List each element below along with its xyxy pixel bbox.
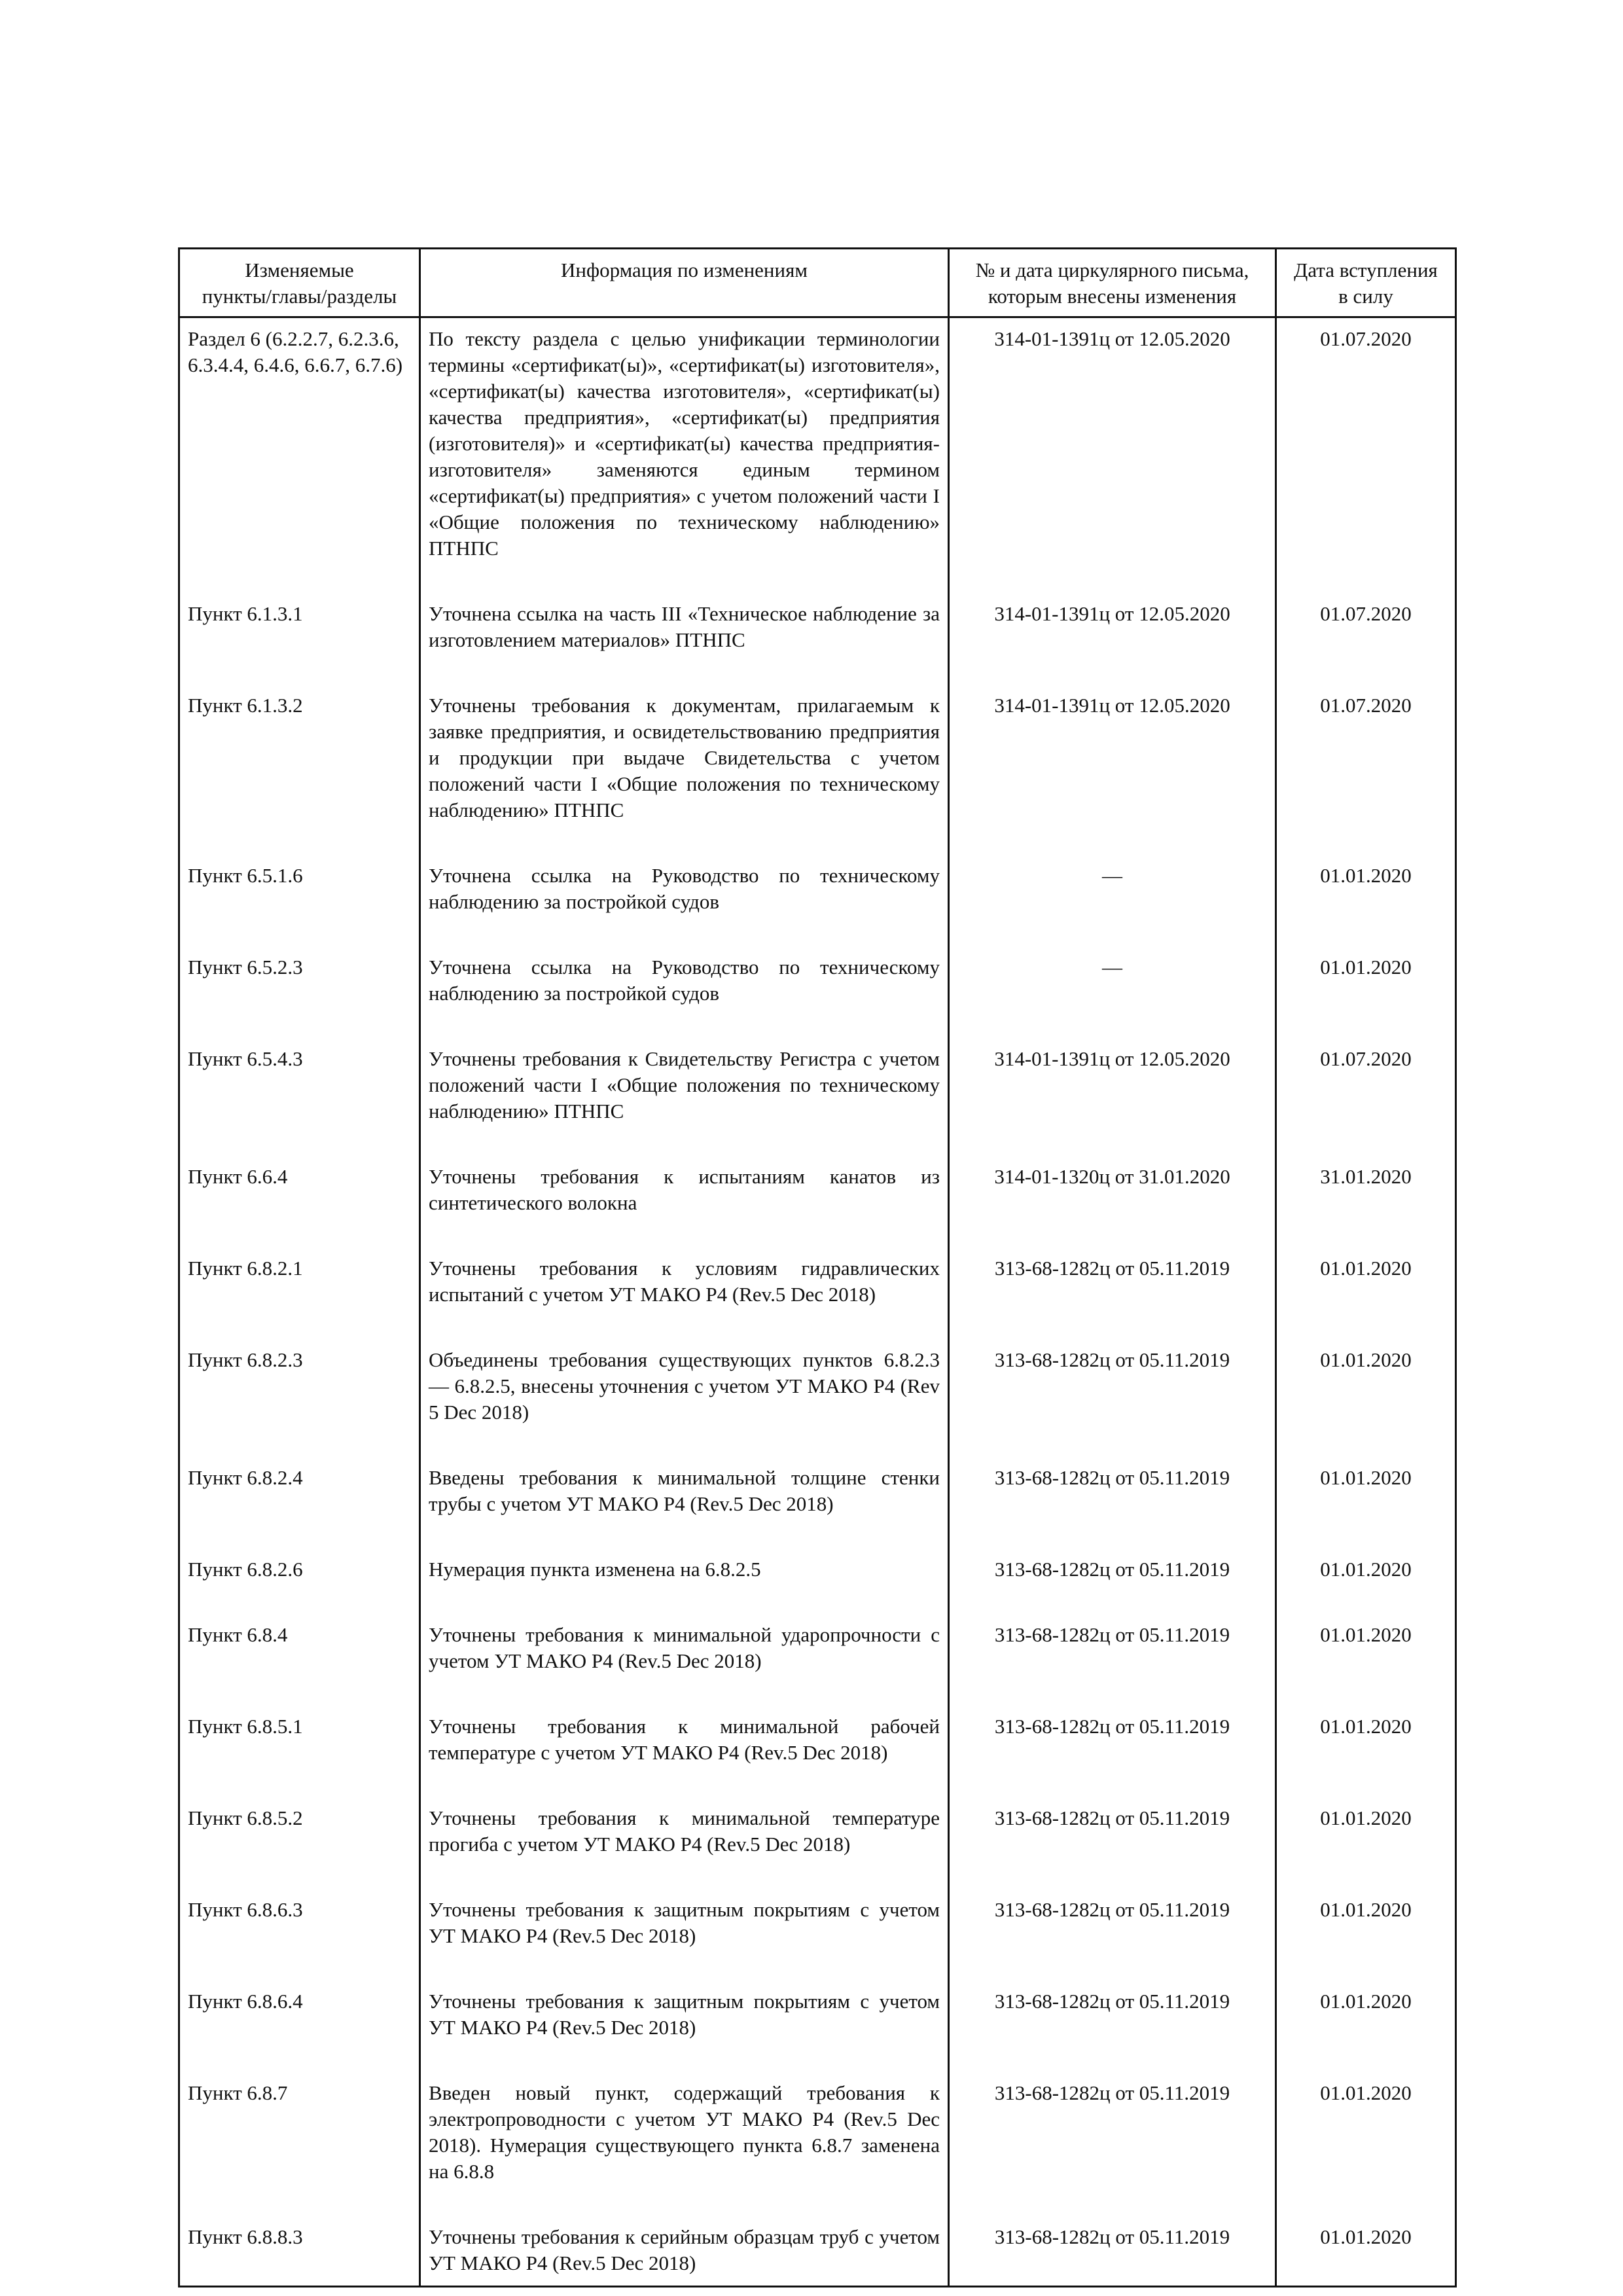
changed-item-cell: Пункт 6.8.2.4	[179, 1452, 420, 1543]
effective-date-cell: 01.01.2020	[1276, 1792, 1456, 1884]
effective-date-cell: 01.01.2020	[1276, 1543, 1456, 1609]
table-row	[179, 679, 1456, 850]
change-info-cell: Уточнены требования к защитным покрытиям с учетом УТ МАКО Р4 (Rev.5 Dec 2018)	[420, 1884, 949, 1975]
table-row	[179, 1334, 1456, 1452]
effective-date-cell: 01.01.2020	[1276, 1334, 1456, 1452]
change-info-cell: Введен новый пункт, содержащий требования к электропроводности с учетом УТ МАКО Р4 (Rev.5 Dec 2018). Нумерация существующего пункта 6.8.7 заменена на 6.8.8	[420, 2067, 949, 2211]
change-info-cell: Уточнены требования к минимальной ударопрочности с учетом УТ МАКО Р4 (Rev.5 Dec 2018)	[420, 1609, 949, 1700]
changed-item-cell: Пункт 6.8.5.1	[179, 1700, 420, 1792]
changed-item-cell: Пункт 6.8.7	[179, 2067, 420, 2211]
circular-letter-cell: 313-68-1282ц от 05.11.2019	[949, 1975, 1276, 2067]
circular-letter-cell: 313-68-1282ц от 05.11.2019	[949, 1609, 1276, 1700]
changed-item-cell: Пункт 6.8.2.1	[179, 1242, 420, 1334]
changed-item-cell: Пункт 6.8.2.6	[179, 1543, 420, 1609]
table-row	[179, 941, 1456, 1033]
change-info-cell: Уточнены требования к условиям гидравлических испытаний с учетом УТ МАКО Р4 (Rev.5 Dec 2018)	[420, 1242, 949, 1334]
table-row	[179, 1452, 1456, 1543]
circular-letter-cell: 313-68-1282ц от 05.11.2019	[949, 1543, 1276, 1609]
circular-letter-cell: 314-01-1391ц от 12.05.2020	[949, 588, 1276, 679]
change-info-cell: Объединены требования существующих пунктов 6.8.2.3 — 6.8.2.5, внесены уточнения с учетом УТ МАКО Р4 (Rev 5 Dec 2018)	[420, 1334, 949, 1452]
change-info-cell: Введены требования к минимальной толщине стенки трубы с учетом УТ МАКО Р4 (Rev.5 Dec 2018)	[420, 1452, 949, 1543]
header-changed-items	[179, 249, 420, 317]
circular-letter-cell: 314-01-1391ц от 12.05.2020	[949, 1033, 1276, 1151]
header-effective-date	[1276, 249, 1456, 317]
circular-letter-cell: 313-68-1282ц от 05.11.2019	[949, 2211, 1276, 2287]
change-info-cell: Уточнена ссылка на Руководство по техническому наблюдению за постройкой судов	[420, 850, 949, 941]
change-info-cell: Уточнены требования к испытаниям канатов из синтетического волокна	[420, 1151, 949, 1242]
table-row	[179, 1792, 1456, 1884]
changed-item-cell: Пункт 6.5.2.3	[179, 941, 420, 1033]
changed-item-cell: Раздел 6 (6.2.2.7, 6.2.3.6, 6.3.4.4, 6.4.6, 6.6.7, 6.7.6)	[179, 317, 420, 588]
circular-letter-cell: 314-01-1391ц от 12.05.2020	[949, 317, 1276, 588]
changed-item-cell: Пункт 6.5.4.3	[179, 1033, 420, 1151]
header-line: Дата вступления	[1294, 259, 1438, 281]
table-row	[179, 2211, 1456, 2287]
change-info-cell: Уточнены требования к защитным покрытиям с учетом УТ МАКО Р4 (Rev.5 Dec 2018)	[420, 1975, 949, 2067]
table-row	[179, 850, 1456, 941]
table-row	[179, 1242, 1456, 1334]
table-row	[179, 1151, 1456, 1242]
change-info-cell: Уточнены требования к минимальной рабочей температуре с учетом УТ МАКО Р4 (Rev.5 Dec 2018)	[420, 1700, 949, 1792]
circular-letter-cell: 313-68-1282ц от 05.11.2019	[949, 1334, 1276, 1452]
header-line: в силу	[1338, 285, 1393, 308]
table-row	[179, 1033, 1456, 1151]
header-row	[179, 249, 1456, 317]
table-row	[179, 1884, 1456, 1975]
changed-item-cell: Пункт 6.8.8.3	[179, 2211, 420, 2287]
changed-item-cell: Пункт 6.8.2.3	[179, 1334, 420, 1452]
table-row	[179, 1609, 1456, 1700]
header-change-info	[420, 249, 949, 317]
effective-date-cell: 01.01.2020	[1276, 1609, 1456, 1700]
change-info-cell: По тексту раздела с целью унификации терминологии термины «сертификат(ы)», «сертификат(ы) изготовителя», «сертификат(ы) качества изготовителя», «сертификат(ы) качества предприятия», «сертификат(ы) предприятия (изготовителя)» и «сертификат(ы) качества предприятия-изготовителя» заменяются единым термином «сертификат(ы) предприятия» с учетом положений части I «Общие положения по техническому наблюдению» ПТНПС	[420, 317, 949, 588]
effective-date-cell: 01.01.2020	[1276, 1242, 1456, 1334]
effective-date-cell: 01.07.2020	[1276, 679, 1456, 850]
effective-date-cell: 01.07.2020	[1276, 317, 1456, 588]
changes-table	[178, 247, 1457, 2287]
table-row	[179, 1700, 1456, 1792]
effective-date-cell: 01.01.2020	[1276, 2211, 1456, 2287]
changed-item-cell: Пункт 6.8.4	[179, 1609, 420, 1700]
table-row	[179, 1975, 1456, 2067]
effective-date-cell: 01.01.2020	[1276, 1884, 1456, 1975]
table-body	[179, 317, 1456, 2287]
header-circular-letter	[949, 249, 1276, 317]
header-line: Информация по изменениям	[561, 259, 808, 281]
effective-date-cell: 01.01.2020	[1276, 1700, 1456, 1792]
changed-item-cell: Пункт 6.8.6.4	[179, 1975, 420, 2067]
effective-date-cell: 01.01.2020	[1276, 850, 1456, 941]
effective-date-cell: 01.01.2020	[1276, 2067, 1456, 2211]
header-line: № и дата циркулярного письма,	[975, 259, 1249, 281]
header-line: пункты/главы/разделы	[202, 285, 397, 308]
circular-letter-cell: 313-68-1282ц от 05.11.2019	[949, 1242, 1276, 1334]
effective-date-cell: 01.01.2020	[1276, 1975, 1456, 2067]
table-row	[179, 1543, 1456, 1609]
circular-letter-cell: 313-68-1282ц от 05.11.2019	[949, 1452, 1276, 1543]
change-info-cell: Уточнены требования к Свидетельству Регистра с учетом положений части I «Общие положения по техническому наблюдению» ПТНПС	[420, 1033, 949, 1151]
change-info-cell: Уточнены требования к документам, прилагаемым к заявке предприятия, и освидетельствованию предприятия и продукции при выдаче Свидетельства с учетом положений части I «Общие положения по техническому наблюдению» ПТНПС	[420, 679, 949, 850]
circular-letter-cell: 313-68-1282ц от 05.11.2019	[949, 1792, 1276, 1884]
effective-date-cell: 01.01.2020	[1276, 941, 1456, 1033]
header-line: Изменяемые	[245, 259, 354, 281]
changed-item-cell: Пункт 6.1.3.2	[179, 679, 420, 850]
circular-letter-cell: 314-01-1391ц от 12.05.2020	[949, 679, 1276, 850]
effective-date-cell: 31.01.2020	[1276, 1151, 1456, 1242]
effective-date-cell: 01.01.2020	[1276, 1452, 1456, 1543]
changed-item-cell: Пункт 6.8.5.2	[179, 1792, 420, 1884]
change-info-cell: Нумерация пункта изменена на 6.8.2.5	[420, 1543, 949, 1609]
table-header	[179, 249, 1456, 317]
changed-item-cell: Пункт 6.8.6.3	[179, 1884, 420, 1975]
circular-letter-cell: —	[949, 941, 1276, 1033]
changed-item-cell: Пункт 6.1.3.1	[179, 588, 420, 679]
circular-letter-cell: 313-68-1282ц от 05.11.2019	[949, 1700, 1276, 1792]
change-info-cell: Уточнена ссылка на часть III «Техническое наблюдение за изготовлением материалов» ПТНПС	[420, 588, 949, 679]
circular-letter-cell: 313-68-1282ц от 05.11.2019	[949, 2067, 1276, 2211]
changed-item-cell: Пункт 6.5.1.6	[179, 850, 420, 941]
table-row	[179, 2067, 1456, 2211]
effective-date-cell: 01.07.2020	[1276, 588, 1456, 679]
circular-letter-cell: 313-68-1282ц от 05.11.2019	[949, 1884, 1276, 1975]
changed-item-cell: Пункт 6.6.4	[179, 1151, 420, 1242]
effective-date-cell: 01.07.2020	[1276, 1033, 1456, 1151]
circular-letter-cell: —	[949, 850, 1276, 941]
table-row	[179, 588, 1456, 679]
change-info-cell: Уточнены требования к минимальной температуре прогиба с учетом УТ МАКО Р4 (Rev.5 Dec 2018)	[420, 1792, 949, 1884]
header-line: которым внесены изменения	[988, 285, 1237, 308]
change-info-cell: Уточнена ссылка на Руководство по техническому наблюдению за постройкой судов	[420, 941, 949, 1033]
circular-letter-cell: 314-01-1320ц от 31.01.2020	[949, 1151, 1276, 1242]
table-row	[179, 317, 1456, 588]
change-info-cell: Уточнены требования к серийным образцам труб с учетом УТ МАКО Р4 (Rev.5 Dec 2018)	[420, 2211, 949, 2287]
